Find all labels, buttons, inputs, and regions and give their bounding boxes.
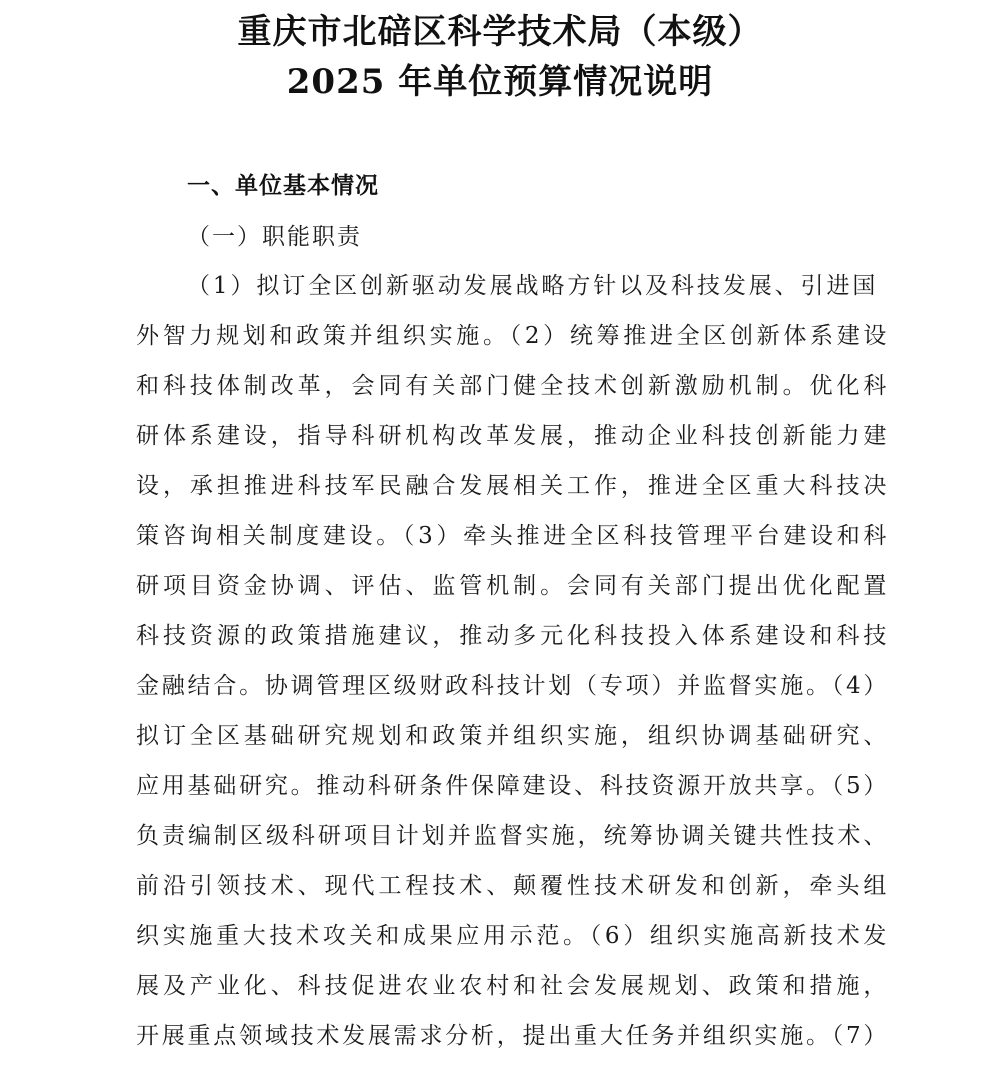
body-line: 前沿引领技术、现代工程技术、颠覆性技术研发和创新，牵头组 xyxy=(136,873,888,899)
document-title-line1: 重庆市北碚区科学技术局（本级） xyxy=(237,12,763,52)
body-line: 和科技体制改革，会同有关部门健全技术创新激励机制。优化科 xyxy=(136,373,888,399)
body-line: 金融结合。协调管理区级财政科技计划（专项）并监督实施。（4） xyxy=(136,673,888,699)
body-line: 展及产业化、科技促进农业农村和社会发展规划、政策和措施， xyxy=(136,973,888,999)
body-line: 研项目资金协调、评估、监管机制。会同有关部门提出优化配置 xyxy=(136,573,888,599)
body-line: 应用基础研究。推动科研条件保障建设、科技资源开放共享。（5） xyxy=(136,773,888,799)
body-line: 织实施重大技术攻关和成果应用示范。（6）组织实施高新技术发 xyxy=(136,923,888,949)
body-line: （1）拟订全区创新驱动发展战略方针以及科技发展、引进国 xyxy=(187,273,877,299)
body-line: 研体系建设，指导科研机构改革发展，推动企业科技创新能力建 xyxy=(136,423,888,449)
document-title-line2: 2025 年单位预算情况说明 xyxy=(286,62,714,102)
section-heading: 一、单位基本情况 xyxy=(187,173,379,199)
body-line: 开展重点领域技术发展需求分析，提出重大任务并组织实施。（7） xyxy=(136,1023,888,1049)
body-line: 负责编制区级科研项目计划并监督实施，统筹协调关键共性技术、 xyxy=(136,823,888,849)
subsection-heading: （一）职能职责 xyxy=(187,224,362,250)
body-line: 拟订全区基础研究规划和政策并组织实施，组织协调基础研究、 xyxy=(136,723,888,749)
body-line: 策咨询相关制度建设。（3）牵头推进全区科技管理平台建设和科 xyxy=(136,523,888,549)
body-line: 外智力规划和政策并组织实施。（2）统筹推进全区创新体系建设 xyxy=(136,323,888,349)
body-line: 设，承担推进科技军民融合发展相关工作，推进全区重大科技决 xyxy=(136,473,888,499)
body-line: 科技资源的政策措施建议，推动多元化科技投入体系建设和科技 xyxy=(136,623,888,649)
